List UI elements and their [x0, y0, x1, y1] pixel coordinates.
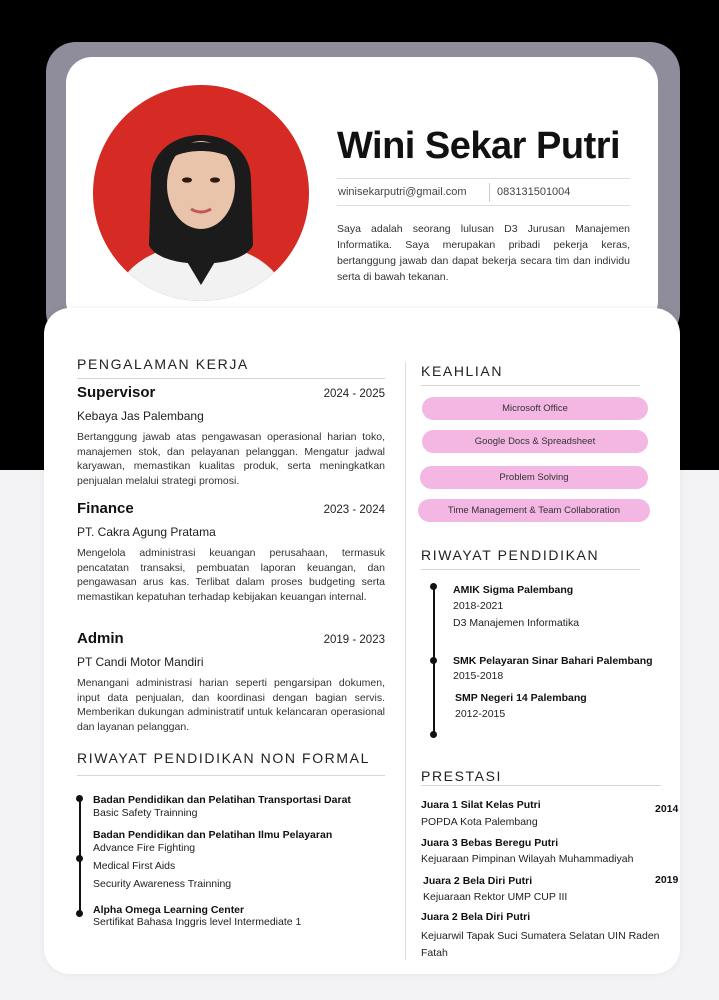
achievement-title: Juara 2 Bela Diri Putri	[423, 875, 533, 887]
job-description: Bertanggung jawab atas pengawasan operasional harian toko, manajemen stok, dan pelayanan pelanggan. Mengatur jadwal karyawan, memastikan kualitas produk, serta meningkatkan penjualan melalui strategi promosi.	[77, 431, 385, 487]
timeline-dot	[76, 910, 83, 917]
skills-title: KEAHLIAN	[421, 363, 504, 379]
education-school: SMP Negeri 14 Palembang	[455, 692, 587, 704]
timeline-dot	[76, 795, 83, 802]
person-icon	[93, 85, 309, 301]
education-major: D3 Manajemen Informatika	[453, 617, 580, 629]
job-company: PT Candi Motor Mandiri	[77, 655, 204, 669]
job-title: Finance	[77, 500, 134, 517]
nonformal-course: Security Awareness Trainning	[93, 878, 232, 890]
job-description: Mengelola administrasi keuangan perusahaan, termasuk pencatatan transaksi, pembuatan laporan keuangan, dan pengawasan arus kas. Terlibat dalam proses budgeting serta memastikan kepatuhan terhadap kebijakan keuangan internal.	[77, 547, 385, 603]
job-years: 2023 - 2024	[323, 504, 385, 516]
education-years: 2018-2021	[453, 600, 504, 612]
education-years: 2015-2018	[453, 670, 504, 682]
timeline-dot	[430, 657, 437, 664]
nonformal-underline	[77, 775, 385, 776]
job-title: Supervisor	[77, 384, 156, 401]
timeline-dot	[76, 855, 83, 862]
job-years: 2019 - 2023	[323, 634, 385, 646]
skills-underline	[421, 385, 640, 386]
experience-underline	[77, 378, 385, 379]
education-school: AMIK Sigma Palembang	[453, 584, 574, 596]
achievement-title: Juara 1 Silat Kelas Putri	[421, 799, 541, 811]
experience-title: PENGALAMAN KERJA	[77, 356, 249, 372]
nonformal-course: Advance Fire Fighting	[93, 842, 196, 854]
nonformal-title: RIWAYAT PENDIDIKAN NON FORMAL	[77, 750, 370, 766]
education-title: RIWAYAT PENDIDIKAN	[421, 547, 600, 563]
profile-summary: Saya adalah seorang lulusan D3 Jurusan Manajemen Informatika. Saya merupakan pribadi pekerja keras, bertanggung jawab dan dapat bekerja secara tim dan individu serta di bawah tekanan.	[337, 223, 630, 283]
nonformal-org: Alpha Omega Learning Center	[93, 904, 245, 916]
phone[interactable]: 083131501004	[497, 186, 571, 198]
achievement-event: Kejuarwil Tapak Suci Sumatera Selatan UIN Raden Fatah	[421, 930, 660, 959]
achievement-year: 2019	[655, 874, 679, 886]
timeline-dot	[430, 583, 437, 590]
job-description: Menangani administrasi harian seperti pengarsipan dokumen, input data penjualan, dan koordinasi dengan bagian servis. Memberikan dukungan administratif untuk kelancaran operasional dan layanan pelanggan.	[77, 677, 385, 733]
achievement-event: Kejuaraan Pimpinan Wilayah Muhammadiyah	[421, 853, 634, 865]
timeline-dot	[430, 731, 437, 738]
skill-pill: Google Docs & Spreadsheet	[422, 430, 648, 453]
education-underline	[421, 569, 640, 570]
skill-pill: Microsoft Office	[422, 397, 648, 420]
job-company: Kebaya Jas Palembang	[77, 409, 204, 423]
nonformal-course: Basic Safety Trainning	[93, 807, 198, 819]
email[interactable]: winisekarputri@gmail.com	[338, 186, 467, 198]
achievement-event: POPDA Kota Palembang	[421, 816, 538, 828]
contact-divider	[489, 183, 490, 202]
education-years: 2012-2015	[455, 708, 506, 720]
job-years: 2024 - 2025	[323, 388, 385, 400]
nonformal-course: Medical First Aids	[93, 860, 176, 872]
achievement-title: Juara 2 Bela Diri Putri	[421, 911, 531, 923]
skill-pill: Time Management & Team Collaboration	[418, 499, 650, 522]
achievements-underline	[421, 785, 661, 786]
profile-photo	[93, 85, 309, 301]
education-school: SMK Pelayaran Sinar Bahari Palembang	[453, 655, 653, 667]
achievement-event: Kejuaraan Rektor UMP CUP III	[423, 891, 568, 903]
job-title: Admin	[77, 630, 124, 647]
nonformal-org: Badan Pendidikan dan Pelatihan Ilmu Pelayaran	[93, 829, 333, 841]
job-company: PT. Cakra Agung Pratama	[77, 525, 216, 539]
nonformal-org: Badan Pendidikan dan Pelatihan Transportasi Darat	[93, 794, 351, 806]
column-divider	[405, 362, 406, 960]
full-name: Wini Sekar Putri	[337, 125, 621, 167]
nonformal-course: Sertifikat Bahasa Inggris level Intermediate 1	[93, 916, 302, 928]
contact-bar	[337, 178, 630, 206]
achievement-year: 2014	[655, 803, 679, 815]
achievements-title: PRESTASI	[421, 768, 503, 784]
skill-pill: Problem Solving	[420, 466, 648, 489]
achievement-title: Juara 3 Bebas Beregu Putri	[421, 837, 559, 849]
